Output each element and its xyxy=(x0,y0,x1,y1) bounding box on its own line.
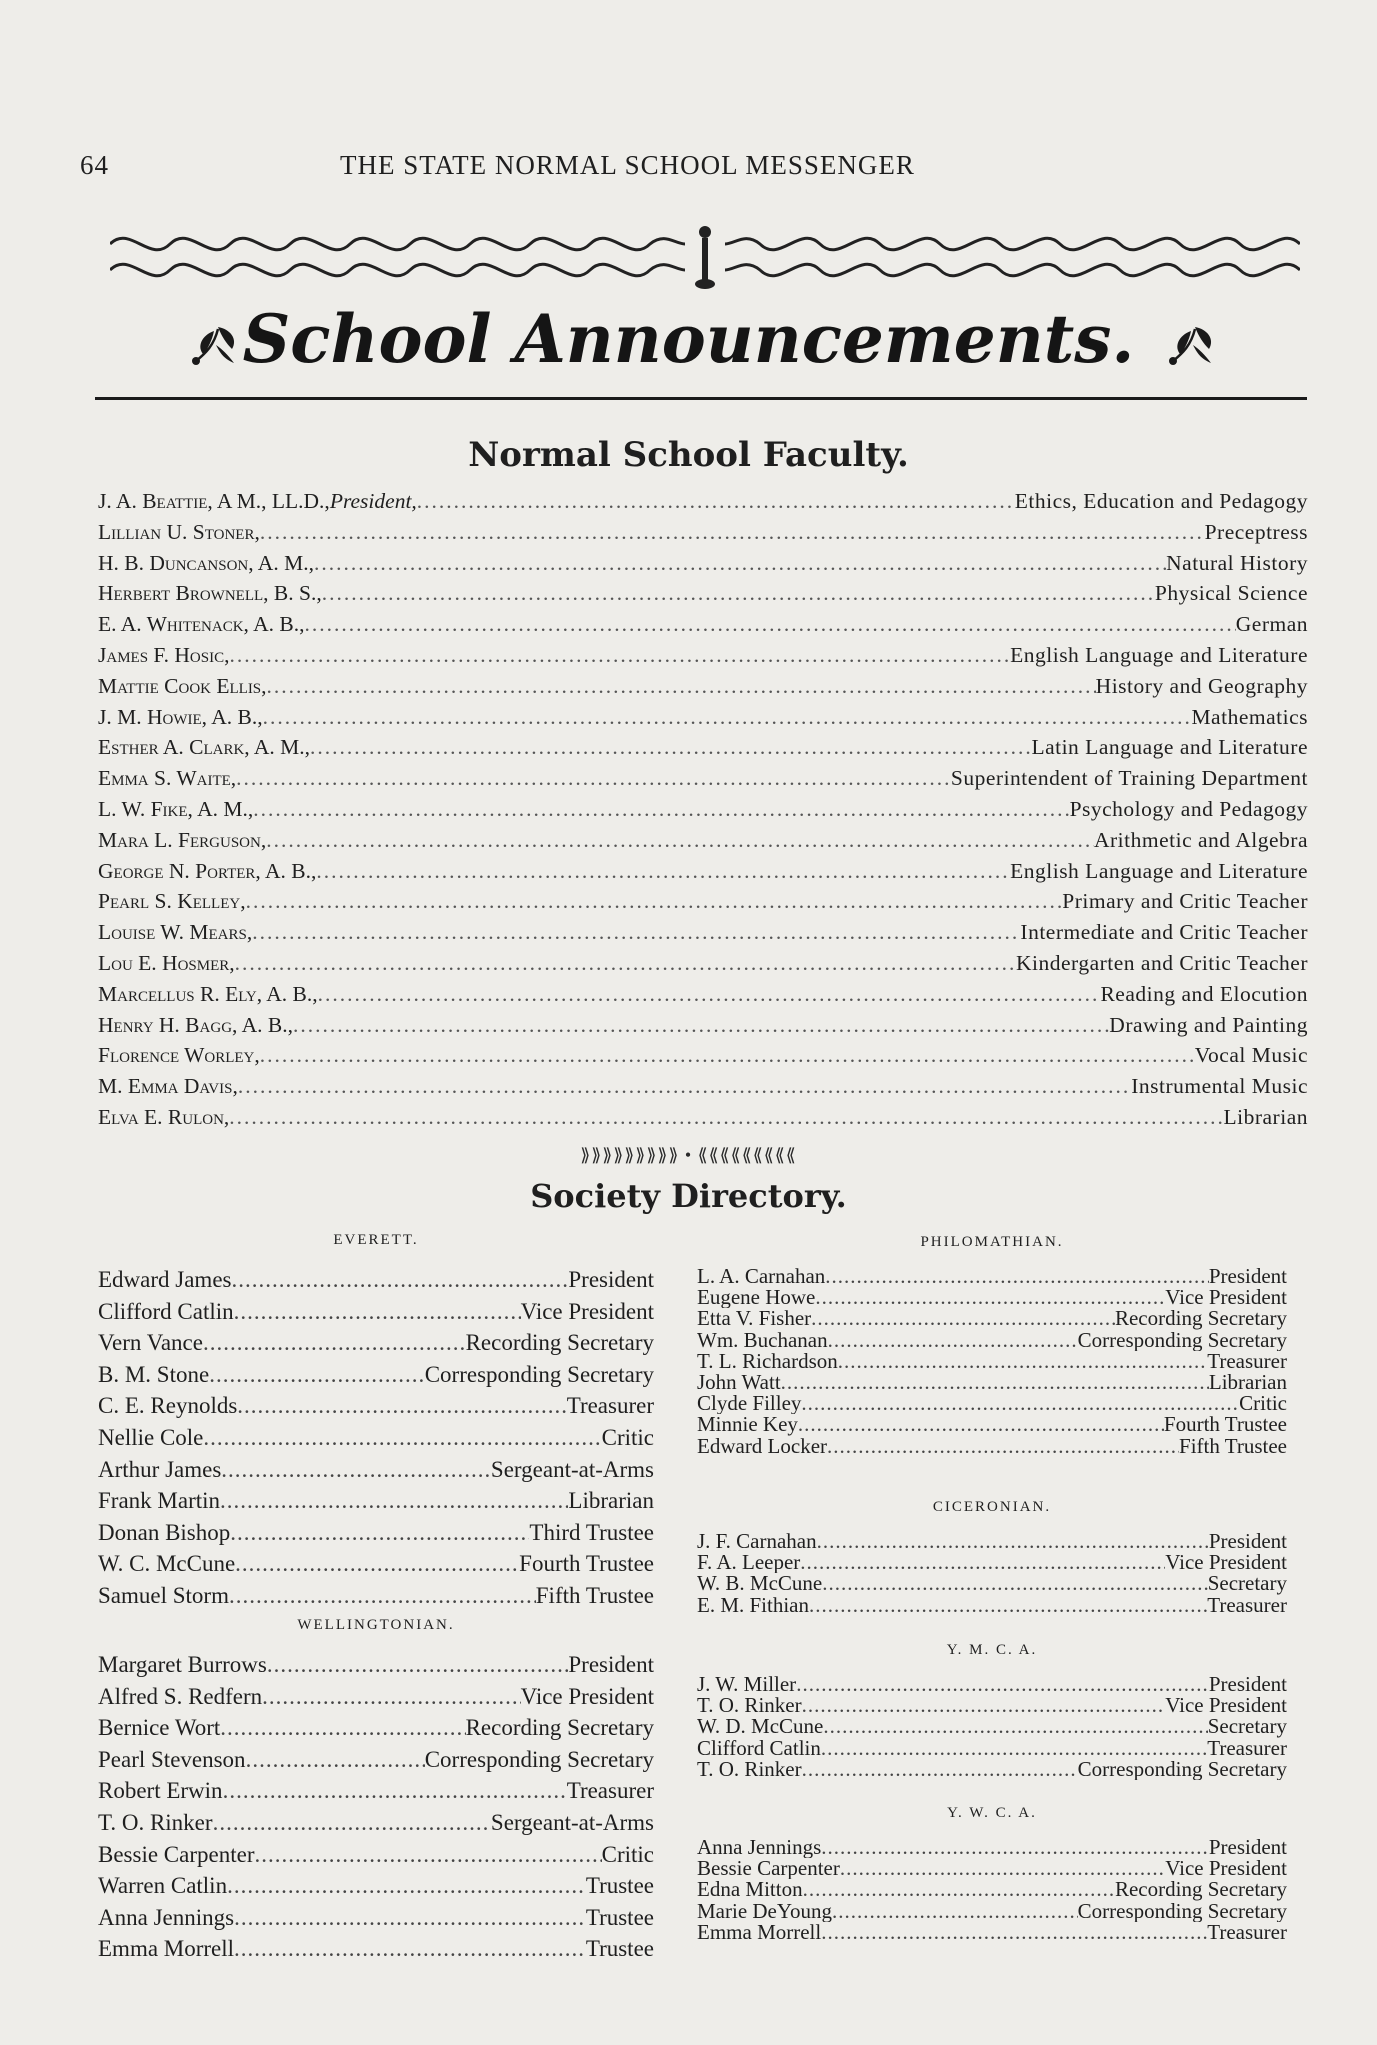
leader-dots xyxy=(821,1922,1207,1943)
leader-dots xyxy=(825,1266,1209,1287)
faculty-name: Esther A. Clark, A. M., xyxy=(98,735,310,760)
leader-dots xyxy=(267,671,1096,702)
officer-office: Critic xyxy=(601,1424,654,1450)
officer-office: Corresponding Secretary xyxy=(424,1746,654,1772)
officer-name: Edna Mitton xyxy=(697,1879,803,1901)
journal-title: THE STATE NORMAL SCHOOL MESSENGER xyxy=(340,150,915,180)
faculty-subject: Mathematics xyxy=(1191,704,1308,729)
officer-office: Recording Secretary xyxy=(1114,1308,1287,1330)
faculty-subject: Reading and Elocution xyxy=(1100,981,1308,1006)
officer-row xyxy=(697,1552,1287,1573)
officer-office: Fifth Trustee xyxy=(1179,1435,1287,1457)
society-title: Y. W. C. A. xyxy=(947,1805,1037,1821)
leader-dots xyxy=(828,1330,1078,1351)
officer-name: Samuel Storm xyxy=(98,1582,229,1608)
leader-dots xyxy=(417,486,1015,517)
officer-name: L. A. Carnahan xyxy=(697,1266,826,1288)
faculty-subject: German xyxy=(1235,612,1308,637)
officer-row xyxy=(697,1436,1287,1457)
faculty-name: Emma S. Waite, xyxy=(98,766,237,791)
leader-dots xyxy=(246,886,1063,917)
officer-name: E. M. Fithian xyxy=(697,1594,810,1616)
leader-dots xyxy=(260,1040,1195,1071)
leader-dots xyxy=(267,1649,569,1681)
decorative-divider-icon: ⟫⟫⟫⟫⟫⟫⟫⟫⟫ • ⟪⟪⟪⟪⟪⟪⟪⟪⟪ xyxy=(580,1145,797,1165)
leader-dots xyxy=(234,1933,586,1965)
society-title: Y. M. C. A. xyxy=(946,1642,1038,1658)
faculty-subject: Kindergarten and Critic Teacher xyxy=(1016,950,1308,975)
officer-name: Bernice Wort xyxy=(98,1715,221,1741)
officer-name: Marie DeYoung xyxy=(697,1900,832,1922)
officer-name: Clyde Filley xyxy=(697,1393,802,1415)
officer-name: T. O. Rinker xyxy=(697,1695,802,1717)
officer-name: Alfred S. Redfern xyxy=(98,1683,263,1709)
faculty-name: J. A. Beattie, A M., LL.D., xyxy=(98,489,330,513)
society-title: WELLINGTONIAN. xyxy=(297,1617,455,1633)
officer-list xyxy=(98,1264,654,1612)
leader-dots xyxy=(227,1870,586,1902)
leader-dots xyxy=(838,1351,1208,1372)
faculty-name: Elva E. Rulon, xyxy=(98,1104,230,1129)
leader-dots xyxy=(796,1674,1209,1695)
officer-list xyxy=(697,1837,1287,1943)
officer-office: Fourth Trustee xyxy=(1163,1414,1287,1436)
officer-office: Librarian xyxy=(568,1488,654,1514)
officer-row xyxy=(697,1372,1287,1393)
ornament-band-icon xyxy=(110,222,1300,292)
faculty-row xyxy=(98,917,1308,948)
officer-name: Bessie Carpenter xyxy=(98,1841,255,1867)
officer-office: Secretary xyxy=(1207,1573,1287,1595)
everett-society xyxy=(98,1232,654,1612)
leader-dots xyxy=(253,794,1069,825)
faculty-subject: Drawing and Painting xyxy=(1109,1012,1308,1037)
faculty-subject: Arithmetic and Algebra xyxy=(1094,827,1308,852)
faculty-name: L. W. Fike, A. M., xyxy=(98,796,254,821)
officer-row xyxy=(98,1422,654,1454)
officer-name: Etta V. Fisher xyxy=(697,1308,812,1330)
faculty-row xyxy=(98,671,1308,702)
officer-row xyxy=(697,1393,1287,1414)
officer-row xyxy=(98,1327,654,1359)
officer-name: Pearl Stevenson xyxy=(98,1746,246,1772)
leader-dots xyxy=(800,1552,1165,1573)
officer-office: Critic xyxy=(1239,1393,1287,1415)
leader-dots xyxy=(209,1359,425,1391)
leader-dots xyxy=(238,1071,1131,1102)
officer-office: President xyxy=(568,1652,654,1677)
officer-name: C. E. Reynolds xyxy=(98,1393,238,1419)
officer-name: B. M. Stone xyxy=(98,1361,210,1387)
officer-office: Treasurer xyxy=(1207,1594,1287,1616)
faculty-subject: Primary and Critic Teacher xyxy=(1062,889,1308,914)
leader-dots xyxy=(230,1517,529,1549)
officer-office: Vice President xyxy=(1165,1287,1287,1309)
officer-name: T. O. Rinker xyxy=(98,1809,213,1835)
faculty-subject: Librarian xyxy=(1223,1104,1308,1129)
faculty-subject: Superintendent of Training Department xyxy=(950,766,1308,791)
faculty-row xyxy=(98,886,1308,917)
officer-name: Edward James xyxy=(98,1267,232,1292)
officer-name: Minnie Key xyxy=(697,1414,798,1436)
officer-office: Treasurer xyxy=(1207,1921,1287,1943)
officer-name: Margaret Burrows xyxy=(98,1652,267,1677)
officer-row xyxy=(98,1296,654,1328)
faculty-name: Pearl S. Kelley, xyxy=(98,889,246,914)
officer-row xyxy=(98,1870,654,1902)
officer-office: Fourth Trustee xyxy=(519,1551,654,1577)
wellingtonian-society xyxy=(98,1617,654,1965)
officer-name: Edward Locker xyxy=(697,1435,828,1457)
society-title: CICERONIAN. xyxy=(932,1499,1052,1515)
faculty-name: James F. Hosic, xyxy=(98,642,230,667)
faculty-name: George N. Porter, A. B., xyxy=(98,858,317,883)
leader-dots xyxy=(801,1393,1239,1414)
officer-row xyxy=(98,1454,654,1486)
ywca-society xyxy=(697,1805,1287,1943)
leader-dots xyxy=(235,948,1016,979)
faculty-subject: Latin Language and Literature xyxy=(1031,735,1308,760)
officer-office: President xyxy=(1208,1674,1287,1696)
officer-row xyxy=(697,1287,1287,1308)
leader-dots xyxy=(803,1879,1115,1900)
officer-row xyxy=(697,1308,1287,1329)
leader-dots xyxy=(832,1901,1078,1922)
officer-name: Frank Martin xyxy=(98,1488,221,1514)
officer-office: Librarian xyxy=(1208,1371,1287,1394)
officer-office: Vice President xyxy=(1165,1858,1287,1880)
horizontal-rule xyxy=(95,397,1307,400)
faculty-name: Lou E. Hosmer, xyxy=(98,950,235,975)
officer-name: Anna Jennings xyxy=(697,1837,822,1859)
officer-office: Treasurer xyxy=(566,1393,654,1419)
faculty-subject: Natural History xyxy=(1166,550,1308,575)
officer-name: W. B. McCune xyxy=(697,1573,823,1595)
officer-name: Arthur James xyxy=(98,1456,222,1482)
officer-name: Wm. Buchanan xyxy=(697,1329,828,1351)
faculty-role: President, xyxy=(329,489,417,513)
faculty-subject: History and Geography xyxy=(1095,673,1308,698)
officer-name: Clifford Catlin xyxy=(98,1298,234,1324)
officer-office: Recording Secretary xyxy=(465,1715,654,1741)
officer-name: W. C. McCune xyxy=(98,1551,236,1577)
officer-row xyxy=(98,1681,654,1713)
leader-dots xyxy=(798,1414,1164,1435)
officer-row xyxy=(98,1649,654,1681)
officer-row xyxy=(98,1775,654,1807)
leader-dots xyxy=(827,1436,1179,1457)
officer-office: Corresponding Secretary xyxy=(1077,1900,1287,1922)
leader-dots xyxy=(266,825,1094,856)
faculty-row xyxy=(98,578,1308,609)
leader-dots xyxy=(254,1839,601,1871)
leader-dots xyxy=(262,1681,520,1713)
faculty-name: Lillian U. Stoner, xyxy=(98,519,260,544)
leader-dots xyxy=(314,548,1166,579)
leader-dots xyxy=(229,1102,1223,1133)
officer-office: Sergeant-at-Arms xyxy=(490,1456,654,1482)
officer-row xyxy=(697,1695,1287,1716)
leader-dots xyxy=(246,1744,425,1776)
officer-list xyxy=(697,1674,1287,1780)
officer-office: Trustee xyxy=(585,1873,654,1899)
officer-office: Vice President xyxy=(520,1298,654,1324)
officer-row xyxy=(697,1837,1287,1858)
officer-row xyxy=(98,1359,654,1391)
officer-name: Nellie Cole xyxy=(98,1424,204,1450)
officer-name: Emma Morrell xyxy=(98,1936,235,1962)
leader-dots xyxy=(203,1327,466,1359)
faculty-row xyxy=(98,609,1308,640)
officer-row xyxy=(98,1580,654,1612)
officer-name: Bessie Carpenter xyxy=(697,1858,840,1880)
faculty-subject: Intermediate and Critic Teacher xyxy=(1020,920,1308,945)
society-title: PHILOMATHIAN. xyxy=(920,1234,1064,1250)
faculty-name: Louise W. Mears, xyxy=(98,920,253,945)
officer-list xyxy=(98,1649,654,1965)
officer-name: Robert Erwin xyxy=(98,1778,223,1804)
leader-dots xyxy=(223,1775,567,1807)
faculty-row xyxy=(98,856,1308,887)
officer-office: Vice President xyxy=(1165,1552,1287,1574)
officer-row xyxy=(697,1674,1287,1695)
faculty-row xyxy=(98,948,1308,979)
faculty-name: Mattie Cook Ellis, xyxy=(98,673,267,698)
officer-office: Secretary xyxy=(1207,1716,1287,1738)
leader-dots xyxy=(213,1807,491,1839)
faculty-name: Herbert Brownell, B. S., xyxy=(98,581,322,606)
officer-row xyxy=(697,1531,1287,1552)
officer-row xyxy=(98,1933,654,1965)
officer-name: Clifford Catlin xyxy=(697,1737,821,1759)
society-title: EVERETT. xyxy=(333,1232,419,1248)
officer-name: J. F. Carnahan xyxy=(697,1531,817,1553)
leader-dots xyxy=(260,517,1205,548)
faculty-subject: Vocal Music xyxy=(1194,1043,1308,1068)
leader-dots xyxy=(221,1454,491,1486)
faculty-row xyxy=(98,517,1308,548)
faculty-row xyxy=(98,640,1308,671)
leader-dots xyxy=(293,1010,1109,1041)
faculty-name: Mara L. Ferguson, xyxy=(98,827,267,852)
officer-office: Critic xyxy=(601,1841,654,1867)
leader-dots xyxy=(823,1716,1207,1737)
officer-name: F. A. Leeper xyxy=(697,1552,801,1574)
officer-row xyxy=(697,1351,1287,1372)
officer-office: Recording Secretary xyxy=(1114,1879,1287,1901)
officer-office: Trustee xyxy=(585,1936,654,1962)
officer-office: Third Trustee xyxy=(529,1519,654,1545)
officer-row xyxy=(697,1414,1287,1435)
officer-office: President xyxy=(1208,1531,1287,1553)
officer-office: Treasurer xyxy=(1207,1737,1287,1759)
leader-dots xyxy=(322,578,1155,609)
officer-row xyxy=(697,1922,1287,1943)
leader-dots xyxy=(220,1712,465,1744)
leader-dots xyxy=(304,609,1235,640)
leader-dots xyxy=(252,917,1020,948)
section-title: School Announcements. xyxy=(242,300,1135,378)
leader-dots xyxy=(237,1390,566,1422)
page-number: 64 xyxy=(80,150,109,180)
officer-row xyxy=(98,1264,654,1296)
faculty-name: M. Emma Davis, xyxy=(98,1074,238,1099)
officer-row xyxy=(697,1879,1287,1900)
leader-dots xyxy=(234,1296,521,1328)
officer-name: T. L. Richardson xyxy=(697,1350,838,1372)
ciceronian-society xyxy=(697,1499,1287,1616)
officer-office: Treasurer xyxy=(1207,1350,1287,1372)
faculty-row xyxy=(98,1010,1308,1041)
running-head xyxy=(80,150,1297,190)
officer-row xyxy=(697,1330,1287,1351)
faculty-row xyxy=(98,702,1308,733)
officer-row xyxy=(697,1759,1287,1780)
officer-row xyxy=(98,1390,654,1422)
leader-dots xyxy=(318,979,1101,1010)
leader-dots xyxy=(821,1738,1207,1759)
officer-name: Warren Catlin xyxy=(98,1873,228,1899)
leader-dots xyxy=(236,763,951,794)
officer-row xyxy=(697,1573,1287,1594)
officer-name: Anna Jennings xyxy=(98,1904,235,1930)
officer-row xyxy=(697,1901,1287,1922)
leader-dots xyxy=(817,1531,1209,1552)
faculty-row xyxy=(98,794,1308,825)
faculty-row xyxy=(98,979,1308,1010)
officer-office: President xyxy=(1208,1266,1287,1288)
officer-name: T. O. Rinker xyxy=(697,1758,802,1780)
faculty-name: Marcellus R. Ely, A. B., xyxy=(98,981,318,1006)
officer-office: Recording Secretary xyxy=(465,1330,654,1356)
faculty-name: Florence Worley, xyxy=(98,1043,260,1068)
faculty-row xyxy=(98,732,1308,763)
faculty-name: J. M. Howie, A. B., xyxy=(98,704,263,729)
faculty-list xyxy=(98,486,1308,1133)
faculty-row xyxy=(98,763,1308,794)
leader-dots xyxy=(229,640,1010,671)
faculty-row xyxy=(98,486,1308,517)
officer-name: Donan Bishop xyxy=(98,1519,231,1545)
leader-dots xyxy=(229,1580,536,1612)
faculty-subject: Instrumental Music xyxy=(1131,1074,1308,1099)
leader-dots xyxy=(822,1573,1207,1594)
officer-row xyxy=(697,1858,1287,1879)
officer-row xyxy=(697,1716,1287,1737)
officer-office: Fifth Trustee xyxy=(535,1582,654,1608)
officer-row xyxy=(697,1738,1287,1759)
faculty-subject: English Language and Literature xyxy=(1010,642,1308,667)
officer-row xyxy=(98,1517,654,1549)
officer-name: Eugene Howe xyxy=(697,1287,816,1309)
officer-row xyxy=(98,1839,654,1871)
faculty-row xyxy=(98,1040,1308,1071)
officer-row xyxy=(98,1712,654,1744)
leader-dots xyxy=(203,1422,601,1454)
philomathian-society xyxy=(697,1234,1287,1457)
leader-dots xyxy=(840,1858,1165,1879)
leader-dots xyxy=(811,1308,1115,1329)
leader-dots xyxy=(234,1902,586,1934)
leader-dots xyxy=(263,702,1192,733)
leader-dots xyxy=(815,1287,1165,1308)
officer-row xyxy=(697,1595,1287,1616)
officer-office: President xyxy=(1208,1837,1287,1859)
leader-dots xyxy=(316,856,1010,887)
officer-office: Corresponding Secretary xyxy=(1077,1329,1287,1351)
leader-dots xyxy=(235,1548,519,1580)
officer-list xyxy=(697,1531,1287,1616)
officer-name: John Watt xyxy=(697,1371,781,1394)
faculty-row xyxy=(98,548,1308,579)
leader-dots xyxy=(310,732,1031,763)
officer-row xyxy=(98,1902,654,1934)
faculty-name: E. A. Whitenack, A. B., xyxy=(98,612,305,637)
officer-row xyxy=(98,1548,654,1580)
officer-name: Emma Morrell xyxy=(697,1921,822,1943)
officer-list xyxy=(697,1266,1287,1457)
leader-dots xyxy=(809,1595,1207,1616)
officer-office: Corresponding Secretary xyxy=(1077,1758,1287,1780)
leader-dots xyxy=(220,1485,568,1517)
leader-dots xyxy=(232,1264,569,1296)
officer-row xyxy=(98,1485,654,1517)
officer-row xyxy=(98,1807,654,1839)
faculty-row xyxy=(98,1071,1308,1102)
officer-office: President xyxy=(568,1267,654,1292)
leader-dots xyxy=(821,1837,1209,1858)
officer-row xyxy=(98,1744,654,1776)
society-heading: Society Directory. xyxy=(530,1177,847,1215)
officer-name: J. W. Miller xyxy=(697,1674,797,1696)
officer-office: Vice President xyxy=(1165,1695,1287,1717)
officer-name: Vern Vance xyxy=(98,1330,203,1356)
faculty-heading: Normal School Faculty. xyxy=(468,435,909,475)
ymca-society xyxy=(697,1642,1287,1780)
officer-office: Trustee xyxy=(585,1904,654,1930)
faculty-row xyxy=(98,825,1308,856)
officer-office: Treasurer xyxy=(566,1778,654,1804)
faculty-name: H. B. Duncanson, A. M., xyxy=(98,550,314,575)
faculty-name: Henry H. Bagg, A. B., xyxy=(98,1012,293,1037)
officer-office: Sergeant-at-Arms xyxy=(490,1809,654,1835)
faculty-subject: Preceptress xyxy=(1204,519,1308,544)
faculty-subject: Physical Science xyxy=(1154,581,1308,606)
officer-name: W. D. McCune xyxy=(697,1716,824,1738)
leader-dots xyxy=(802,1695,1166,1716)
officer-office: Corresponding Secretary xyxy=(424,1361,654,1387)
faculty-row xyxy=(98,1102,1308,1133)
leader-dots xyxy=(802,1759,1078,1780)
officer-office: Vice President xyxy=(520,1683,654,1709)
officer-row xyxy=(697,1266,1287,1287)
leader-dots xyxy=(781,1372,1209,1393)
faculty-subject: Psychology and Pedagogy xyxy=(1069,796,1308,821)
faculty-subject: Ethics, Education and Pedagogy xyxy=(1014,489,1308,513)
faculty-subject: English Language and Literature xyxy=(1010,858,1308,883)
